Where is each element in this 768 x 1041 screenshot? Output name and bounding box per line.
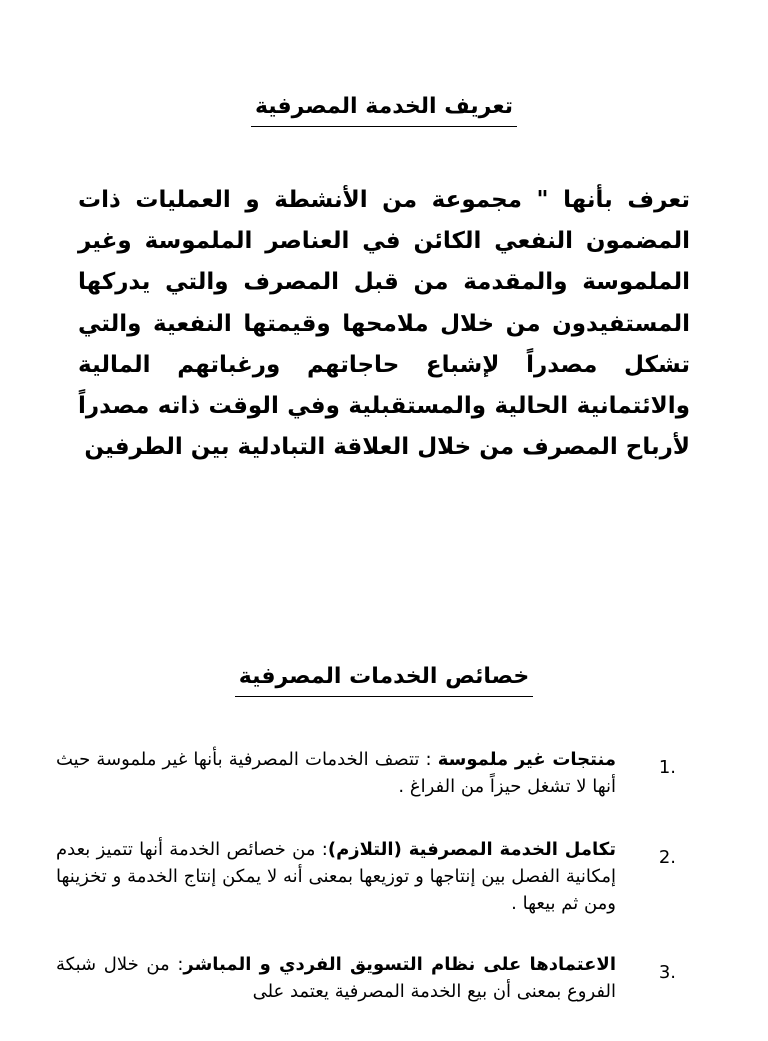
list-item <box>56 836 676 917</box>
list-item <box>56 951 676 1005</box>
list-item-number: 2. <box>658 847 676 868</box>
list-item-number: 3. <box>658 962 676 983</box>
list-item-title: الاعتمادها على نظام التسويق الفردي و المباشر <box>183 954 616 975</box>
features-heading <box>0 662 768 697</box>
definition-paragraph: تعرف بأنها " مجموعة من الأنشطة و العمليات ذات المضمون النفعي الكائن في العناصر الملموسة وغير الملموسة والمقدمة من قبل المصرف والتي يدركها المستفيدون من خلال ملامحها وقيمتها النفعية والتي تشكل مصدراً لإشباع حاجاتهم ورغباتهم المالية والائتمانية الحالية والمستقبلية وفي الوقت ذاته مصدراً لأرباح المصرف من خلال العلاقة التبادلية بين الطرفين <box>78 187 690 461</box>
features-list <box>56 746 676 1041</box>
list-item-title: منتجات غير ملموسة <box>437 749 616 770</box>
list-item-title: تكامل الخدمة المصرفية (التلازم) <box>327 839 616 860</box>
list-item-text: : من خلال شبكة الفروع بمعنى أن بيع الخدمة المصرفية يعتمد على <box>56 954 616 1002</box>
definition-heading-text: تعريف الخدمة المصرفية <box>251 92 517 127</box>
list-item-text: : تتصف الخدمات المصرفية بأنها غير ملموسة حيث أنها لا تشغل حيزاً من الفراغ . <box>56 749 616 797</box>
list-item-text: : من خصائص الخدمة أنها تتميز بعدم إمكانية الفصل بين إنتاجها و توزيعها بمعنى أنه لا يمكن إنتاج الخدمة و تخزينها ومن ثم بيعها . <box>56 839 616 914</box>
list-item-number: 1. <box>658 757 676 778</box>
list-item <box>56 746 676 800</box>
definition-heading <box>0 92 768 127</box>
features-heading-text: خصائص الخدمات المصرفية <box>235 662 533 697</box>
